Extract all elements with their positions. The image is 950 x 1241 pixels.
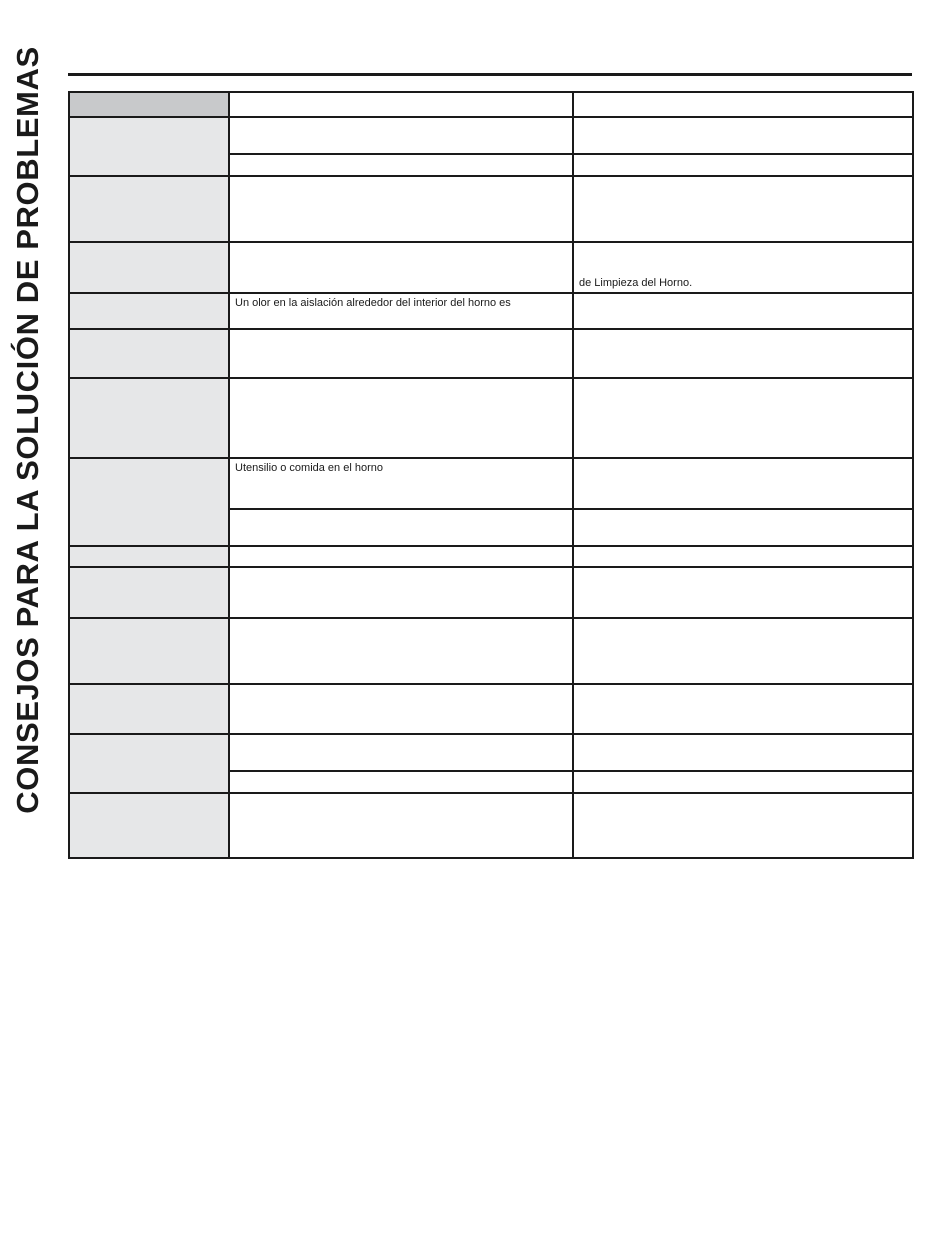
- problem-cell: [69, 242, 229, 293]
- header-cause-cell: [229, 92, 573, 117]
- cause-cell: [229, 117, 573, 154]
- problem-cell: [69, 546, 229, 567]
- table-row: [69, 567, 913, 618]
- solution-cell: [573, 378, 913, 458]
- header-solution-cell: [573, 92, 913, 117]
- table-row: [69, 329, 913, 378]
- cause-cell: [229, 734, 573, 771]
- solution-cell: [573, 684, 913, 734]
- cause-cell: [229, 771, 573, 793]
- cause-cell: [229, 154, 573, 176]
- solution-cell: [573, 154, 913, 176]
- solution-cell: [573, 293, 913, 329]
- cause-cell: [229, 567, 573, 618]
- cause-cell: [229, 546, 573, 567]
- problem-cell: [69, 734, 229, 793]
- table-row: [69, 618, 913, 684]
- table-header-row: [69, 92, 913, 117]
- solution-cell: [573, 567, 913, 618]
- table-row: [69, 734, 913, 771]
- problem-cell: [69, 793, 229, 858]
- solution-cell: [573, 458, 913, 509]
- problem-cell: [69, 458, 229, 546]
- solution-cell: [573, 771, 913, 793]
- problem-cell: [69, 176, 229, 242]
- problem-cell: [69, 293, 229, 329]
- cause-cell: [229, 176, 573, 242]
- cause-cell: [229, 378, 573, 458]
- page-side-title: CONSEJOS PARA LA SOLUCIÓN DE PROBLEMAS: [10, 46, 45, 814]
- problem-cell: [69, 117, 229, 176]
- solution-cell: [573, 793, 913, 858]
- table-row: [69, 793, 913, 858]
- solution-cell: de Limpieza del Horno.: [573, 242, 913, 293]
- solution-cell: [573, 329, 913, 378]
- cause-cell: Un olor en la aislación alrededor del interior del horno es: [229, 293, 573, 329]
- problem-cell: [69, 618, 229, 684]
- cause-cell: Utensilio o comida en el horno: [229, 458, 573, 509]
- table-row: [69, 378, 913, 458]
- table-row: [69, 684, 913, 734]
- solution-cell: [573, 509, 913, 546]
- table-row: [69, 117, 913, 154]
- solution-cell: [573, 734, 913, 771]
- table-row: [69, 293, 913, 329]
- header-problem-cell: [69, 92, 229, 117]
- cause-cell: [229, 242, 573, 293]
- problem-cell: [69, 684, 229, 734]
- table-row: [69, 546, 913, 567]
- solution-cell: [573, 117, 913, 154]
- cause-cell: [229, 618, 573, 684]
- table-row: [69, 176, 913, 242]
- problem-cell: [69, 378, 229, 458]
- solution-cell: [573, 176, 913, 242]
- cause-cell: [229, 684, 573, 734]
- solution-cell: [573, 546, 913, 567]
- cause-cell: [229, 793, 573, 858]
- problem-cell: [69, 567, 229, 618]
- table-row: [69, 242, 913, 293]
- header-rule: [68, 73, 912, 76]
- cause-cell: [229, 329, 573, 378]
- problem-cell: [69, 329, 229, 378]
- solution-cell: [573, 618, 913, 684]
- cause-cell: [229, 509, 573, 546]
- table-row: [69, 458, 913, 509]
- troubleshooting-table: [68, 91, 914, 859]
